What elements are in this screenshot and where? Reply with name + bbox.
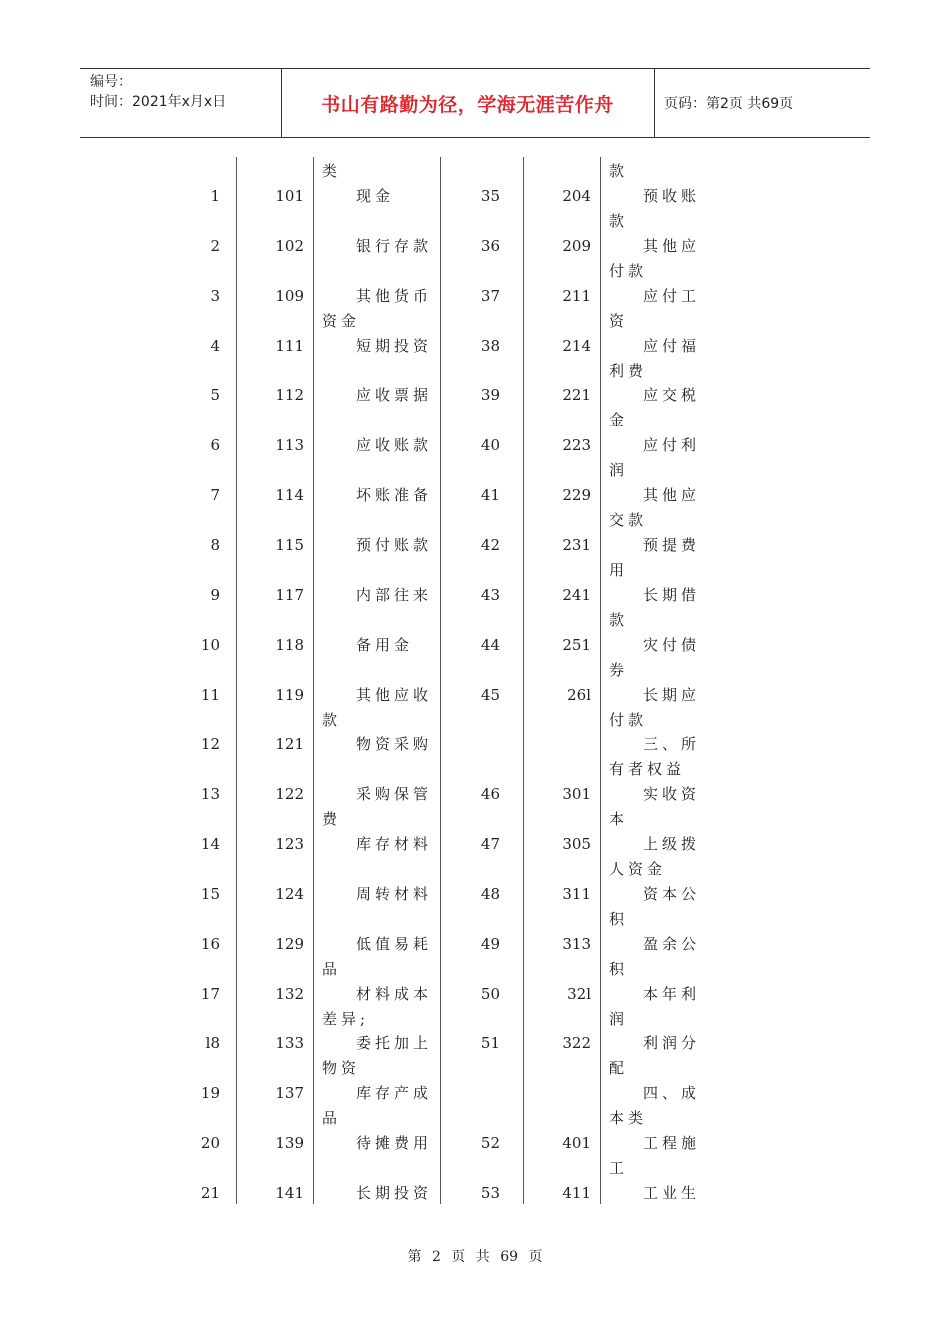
row-seq-right: 36 xyxy=(480,237,500,255)
row-code-left: 124 xyxy=(275,885,304,903)
row-code-right: 204 xyxy=(562,187,591,205)
row-account-name-right: 本年利润 xyxy=(609,985,701,1028)
header-motto: 书山有路勤为径，学海无涯苦作舟 xyxy=(321,93,614,116)
row-code-left: 129 xyxy=(275,935,304,953)
row-seq-right: 49 xyxy=(480,935,500,953)
row-account-name-right: 其他应付款 xyxy=(609,237,701,280)
row-code-left: 112 xyxy=(275,386,304,404)
row-account-name-left: 库存材料 xyxy=(356,835,433,853)
row-code-left: 101 xyxy=(275,187,304,205)
row-seq-right: 46 xyxy=(480,785,500,803)
row-seq-left: l8 xyxy=(205,1034,220,1052)
row-seq-right: 44 xyxy=(480,636,500,654)
row-code-left: 111 xyxy=(275,337,304,355)
row-account-name-left: 其他货币资金 xyxy=(322,287,433,330)
row-code-right: 251 xyxy=(562,636,591,654)
row-code-right: 229 xyxy=(562,486,591,504)
column-rule xyxy=(236,157,237,1204)
row-seq-right: 51 xyxy=(480,1034,500,1052)
row-seq-left: 7 xyxy=(210,486,220,504)
row-account-name-left: 其他应收款 xyxy=(322,686,433,729)
row-seq-left: 12 xyxy=(200,735,220,753)
row-seq-left: 5 xyxy=(210,386,220,404)
row-seq-left: 15 xyxy=(200,885,220,903)
row-seq-right: 45 xyxy=(480,686,500,704)
row-seq-right: 52 xyxy=(480,1134,500,1152)
row-code-right: 214 xyxy=(562,337,591,355)
row-code-left: 137 xyxy=(275,1084,304,1102)
row-code-left: 123 xyxy=(275,835,304,853)
row-code-right: 26l xyxy=(567,686,591,704)
row-code-left: 121 xyxy=(275,735,304,753)
row-account-name-right: 盈余公积 xyxy=(609,935,701,978)
row-account-name-right: 应付福利费 xyxy=(609,337,701,380)
row-seq-right: 48 xyxy=(480,885,500,903)
row-seq-left: 3 xyxy=(210,287,220,305)
row-code-left: 119 xyxy=(275,686,304,704)
row-code-right: 241 xyxy=(562,586,591,604)
row-code-left: 102 xyxy=(275,237,304,255)
row-code-left: 122 xyxy=(275,785,304,803)
row-account-name-right: 应付利润 xyxy=(609,436,701,479)
row-account-name-left: 采购保管费 xyxy=(322,785,433,828)
row-code-left: 109 xyxy=(275,287,304,305)
row-seq-right: 47 xyxy=(480,835,500,853)
row-account-name-left: 短期投资 xyxy=(356,337,433,355)
row-seq-right: 37 xyxy=(480,287,500,305)
row-code-right: 411 xyxy=(562,1184,591,1202)
row-account-name-left: 备用金 xyxy=(356,636,414,654)
row-account-name-right: 灾付债券 xyxy=(609,636,701,679)
row-seq-left: 13 xyxy=(200,785,220,803)
row-account-name-left: 应收账款 xyxy=(356,436,433,454)
row-code-right: 231 xyxy=(562,536,591,554)
row-account-name-right: 上级拨人资金 xyxy=(609,835,701,878)
row-code-left: 133 xyxy=(275,1034,304,1052)
row-code-left: 132 xyxy=(275,985,304,1003)
row-seq-left: 20 xyxy=(200,1134,220,1152)
row-seq-right: 50 xyxy=(480,985,500,1003)
row-account-name-right: 实收资本 xyxy=(609,785,701,828)
row-code-right: 223 xyxy=(562,436,591,454)
row-seq-right: 42 xyxy=(480,536,500,554)
row-seq-left: 16 xyxy=(200,935,220,953)
row-seq-left: 6 xyxy=(210,436,220,454)
row-seq-right: 53 xyxy=(480,1184,500,1202)
row-account-name-right: 其他应交款 xyxy=(609,486,701,529)
row-code-left: 139 xyxy=(275,1134,304,1152)
row-account-name-right: 长期应付款 xyxy=(609,686,701,729)
row-account-name-left: 待摊费用 xyxy=(356,1134,433,1152)
row-account-name-left: 材料成本差异; xyxy=(322,985,433,1028)
row-account-name-left: 库存产成品 xyxy=(322,1084,433,1127)
row-seq-left: 9 xyxy=(210,586,220,604)
column-rule xyxy=(523,157,524,1204)
row-account-name-left: 预付账款 xyxy=(356,536,433,554)
column-rule xyxy=(440,157,441,1204)
row-code-right: 32l xyxy=(567,985,591,1003)
row-account-name-left: 内部往来 xyxy=(356,586,433,604)
row-code-right: 209 xyxy=(562,237,591,255)
row-account-name-left: 现金 xyxy=(356,187,395,205)
row-seq-left: 11 xyxy=(200,686,220,704)
row-account-name-right: 利润分配 xyxy=(609,1034,701,1077)
row-seq-left: 17 xyxy=(200,985,220,1003)
row-seq-right: 38 xyxy=(480,337,500,355)
row-account-name-left: 物资采购 xyxy=(356,735,433,753)
row-seq-left: 8 xyxy=(210,536,220,554)
row-account-name-left: 应收票据 xyxy=(356,386,433,404)
row-account-name-left: 银行存款 xyxy=(356,237,433,255)
row-seq-right: 35 xyxy=(480,187,500,205)
row-seq-left: 1 xyxy=(210,187,220,205)
row-account-name-left: 长期投资 xyxy=(356,1184,433,1202)
row-seq-left: 10 xyxy=(200,636,220,654)
row-seq-right: 43 xyxy=(480,586,500,604)
row-code-right: 305 xyxy=(562,835,591,853)
row-account-name-left: 坏账准备 xyxy=(356,486,433,504)
row-account-name-right: 长期借款 xyxy=(609,586,701,629)
row-code-left: 113 xyxy=(275,436,304,454)
row-code-right: 311 xyxy=(562,885,591,903)
row-account-name-left: 低值易耗品 xyxy=(322,935,433,978)
row-account-name-right: 四、成本类 xyxy=(609,1084,701,1127)
right-continuation-text: 款 xyxy=(609,162,625,180)
row-code-left: 115 xyxy=(275,536,304,554)
row-code-right: 211 xyxy=(562,287,591,305)
page-footer: 第 2 页 共 69 页 xyxy=(407,1249,543,1265)
row-seq-left: 4 xyxy=(210,337,220,355)
row-account-name-left: 委托加上物资 xyxy=(322,1034,433,1077)
row-account-name-right: 三、所有者权益 xyxy=(609,735,701,778)
header-page-info: 页码：第2页 共69页 xyxy=(664,96,794,112)
row-code-left: 117 xyxy=(275,586,304,604)
row-account-name-right: 应交税金 xyxy=(609,386,701,429)
row-seq-left: 19 xyxy=(200,1084,220,1102)
row-account-name-right: 应付工资 xyxy=(609,287,701,330)
row-seq-right: 40 xyxy=(480,436,500,454)
row-seq-left: 21 xyxy=(200,1184,220,1202)
row-code-left: 114 xyxy=(275,486,304,504)
doc-number-label: 编号： xyxy=(90,74,132,90)
row-code-right: 301 xyxy=(562,785,591,803)
row-code-right: 322 xyxy=(562,1034,591,1052)
row-account-name-left: 周转材料 xyxy=(356,885,433,903)
row-account-name-right: 工业生 xyxy=(643,1184,701,1202)
row-account-name-right: 资本公积 xyxy=(609,885,701,928)
row-account-name-right: 预收账款 xyxy=(609,187,701,230)
row-seq-right: 41 xyxy=(480,486,500,504)
row-seq-left: 14 xyxy=(200,835,220,853)
column-rule xyxy=(313,157,314,1204)
row-account-name-right: 预提费用 xyxy=(609,536,701,579)
row-seq-left: 2 xyxy=(210,237,220,255)
row-code-right: 221 xyxy=(562,386,591,404)
row-code-right: 401 xyxy=(562,1134,591,1152)
column-rule xyxy=(600,157,601,1204)
row-seq-right: 39 xyxy=(480,386,500,404)
left-continuation-text: 类 xyxy=(322,162,338,180)
doc-time-label: 时间：2021年x月x日 xyxy=(90,94,227,110)
row-code-left: 118 xyxy=(275,636,304,654)
row-account-name-right: 工程施工 xyxy=(609,1134,701,1177)
row-code-right: 313 xyxy=(562,935,591,953)
row-code-left: 141 xyxy=(275,1184,304,1202)
